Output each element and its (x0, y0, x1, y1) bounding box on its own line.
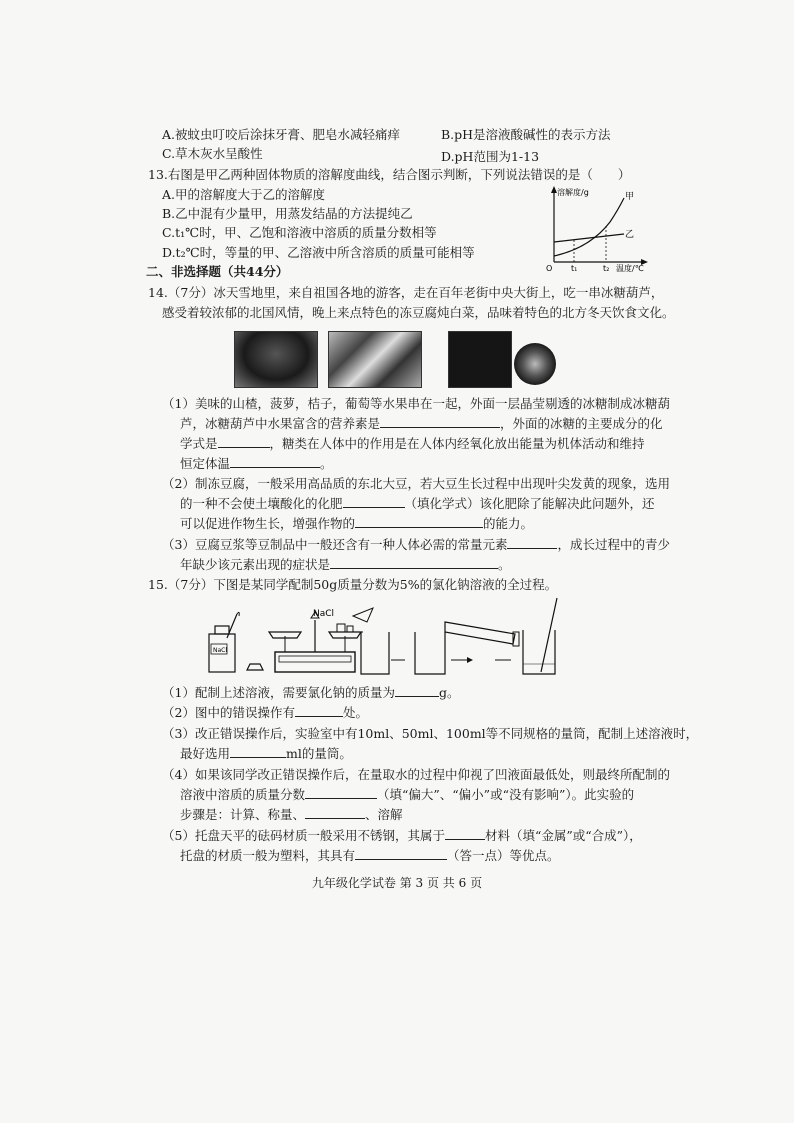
q14-stem-line2: 感受着较浓郁的北国风情，晚上来点特色的冻豆腐炖白菜，品味着特色的北方冬天饮食文化。 (162, 305, 675, 320)
q15-p3-line2-text-b: ml的量筒。 (286, 746, 352, 761)
q14-p1-line3 (180, 435, 645, 453)
q15-p4-line1: （4）如果该同学改正错误操作后，在量取水的过程中仰视了凹液面最低处，则最终所配制的 (162, 767, 670, 782)
q12-option-d: D.pH范围为1-13 (441, 149, 540, 164)
beaker-3 (523, 598, 557, 674)
photo-frozen-tofu (328, 331, 422, 388)
chart-origin: O (546, 264, 553, 273)
q15-blank-mass (395, 684, 439, 697)
q14-p3-line2: 年缺少该元素出现的症状是 。 (180, 557, 511, 572)
q14-p1-line4-text: 恒定体温 (180, 456, 231, 471)
q13-option-d: D.t₂℃时，等量的甲、乙溶液中所含溶质的质量可能相等 (162, 245, 475, 260)
q15-p4-line3 (180, 806, 403, 824)
q14-blank-symptom (330, 556, 498, 569)
q14-p2-line2 (180, 495, 655, 513)
curve-yi (554, 234, 624, 242)
q15-p5-line2-text-a: 托盘的材质一般为塑料，其具有 (180, 848, 356, 863)
q14-blank-nutrient (380, 415, 500, 428)
q14-p1-line3-text-a: 学式是 (180, 436, 218, 451)
page-footer: 九年级化学试卷 第 3 页 共 6 页 (311, 876, 483, 890)
q14-blank-ability (355, 515, 483, 528)
q15-blank-errors (295, 704, 343, 717)
q15-p3-line2-text-a: 最好选用 (180, 746, 231, 761)
q15-p1 (162, 684, 459, 702)
chart-xlabel: 温度/℃ (616, 264, 644, 273)
q15-blank-step (305, 806, 365, 819)
graduated-cylinder (445, 622, 519, 646)
q13-option-a: A.甲的溶解度大于乙的溶解度 (162, 187, 326, 202)
bottle-stopper (247, 664, 263, 670)
photo-tanghulu (234, 331, 318, 388)
curve-jia (554, 198, 624, 256)
q15-p5-line1-text-a: （5）托盘天平的砝码材质一般采用不锈钢，其属于 (162, 828, 445, 843)
q15-p3-line1: （3）改正错误操作后，实验室中有10ml、50ml、100ml等不同规格的量筒，配制上述溶液时， (162, 726, 699, 741)
q14-stem-line1: 14.（7分）冰天雪地里，来自祖国各地的游客，走在百年老街中央大街上，吃一串冰糖葫芦， (148, 285, 664, 300)
q14-p3-line1 (162, 536, 670, 554)
q15-p5-line1 (162, 827, 642, 845)
q14-p2-line3-text-a: 可以促进作物生长，增强作物的 (180, 516, 356, 531)
q14-p2-line2-text-a: 的一种不会使土壤酸化的化肥 (180, 496, 343, 511)
chart-label-yi: 乙 (625, 230, 635, 240)
q15-p4-line2 (180, 786, 634, 804)
q14-p1-line2 (180, 415, 663, 433)
q12-option-a: A.被蚊虫叮咬后涂抹牙膏、肥皂水减轻痛痒 (162, 127, 401, 142)
q15-p4-line2-text-a: 溶液中溶质的质量分数 (180, 787, 306, 802)
photo-round-dish (514, 343, 556, 385)
q15-p1-text-a: （1）配制上述溶液，需要氯化钠的质量为 (162, 685, 395, 700)
q13-stem: 13.右图是甲乙两种固体物质的溶解度曲线，结合图示判断，下列说法错误的是（ ） (148, 167, 631, 182)
q14-p2-line2-text-b: （填化学式）该化肥除了能解决此问题外，还 (404, 496, 655, 511)
q15-p4-line2-text-b: （填“偏大”、“偏小”或“没有影响”）。此实验的 (377, 787, 635, 802)
q15-p4-line3-text-b: 、溶解 (365, 807, 403, 822)
balance (269, 609, 361, 672)
q12-option-b: B.pH是溶液酸碱性的表示方法 (441, 127, 611, 142)
q14-p1-line2-text-a: 芦，冰糖葫芦中水果富含的营养素是 (180, 416, 381, 431)
q15-blank-material (445, 827, 485, 840)
chart-t1: t₁ (571, 264, 578, 273)
q15-p2-text-b: 处。 (342, 705, 368, 720)
q15-p4-line3-text-a: 步骤是：计算、称量、 (180, 807, 306, 822)
q14-p3-line2-text: 年缺少该元素出现的症状是 (180, 557, 331, 572)
chart-label-jia: 甲 (625, 192, 635, 202)
q14-blank-element (507, 536, 557, 549)
q14-p1-line4: 恒定体温 。 (180, 456, 333, 471)
chart-t2: t₂ (603, 264, 610, 273)
q15-blank-advantage (355, 847, 447, 860)
photo-dark-dish (448, 331, 512, 388)
q14-blank-sugar (230, 455, 320, 468)
q14-p3-line1-text-b: ，成长过程中的青少 (557, 537, 670, 552)
q14-p2-line3-text-b: 的能力。 (483, 516, 534, 531)
weighing-paper (353, 608, 373, 622)
beaker-1 (359, 632, 389, 674)
q15-stem: 15.（7分）下图是某同学配制50g质量分数为5%的氯化钠溶液的全过程。 (148, 577, 558, 592)
q15-p1-text-b: g。 (438, 685, 460, 700)
q14-p1-line1: （1）美味的山楂，菠萝，桔子，葡萄等水果串在一起，外面一层晶莹剔透的冰糖制成冰糖葫 (162, 396, 670, 411)
q15-p3-line2 (180, 745, 352, 763)
arrow-head-2 (467, 657, 473, 663)
q14-p3-line1-text-a: （3）豆腐豆浆等豆制品中一般还含有一种人体必需的常量元素 (162, 537, 508, 552)
q12-option-c: C.草木灰水呈酸性 (162, 146, 263, 161)
q15-p5-line2 (180, 847, 560, 865)
q14-p1-line2-text-b: ，外面的冰糖的主要成分的化 (500, 416, 663, 431)
q15-blank-fraction (305, 786, 377, 799)
reagent-bottle (209, 612, 239, 672)
q15-p5-line2-text-b: （答一点）等优点。 (447, 848, 560, 863)
q14-p1-line3-text-b: ，糖类在人体中的作用是在人体内经氧化放出能量为机体活动和维持 (269, 436, 645, 451)
q15-blank-cylinder (230, 745, 286, 758)
q14-p2-line3 (180, 515, 533, 533)
section-heading: 二、非选择题（共44分） (146, 264, 289, 279)
q15-p5-line1-text-b: 材料（填“金属”或“合成”）， (484, 828, 642, 843)
chart-ylabel: 溶解度/g (557, 188, 589, 197)
solution-prep-diagram (205, 594, 567, 682)
svg-text:NaCl: NaCl (213, 647, 228, 654)
q14-blank-formula (218, 435, 270, 448)
beaker-2 (415, 632, 445, 674)
q13-option-b: B.乙中混有少量甲，用蒸发结晶的方法提纯乙 (162, 206, 413, 221)
q13-option-c: C.t₁℃时，甲、乙饱和溶液中溶质的质量分数相等 (162, 225, 437, 240)
q15-p2-text-a: （2）图中的错误操作有 (162, 705, 295, 720)
q15-p2 (162, 704, 368, 722)
q14-p2-line1: （2）制冻豆腐，一般采用高品质的东北大豆，若大豆生长过程中出现叶尖发黄的现象，选用 (162, 476, 670, 491)
solubility-curve-diagram (540, 182, 650, 274)
q14-blank-fertilizer (343, 495, 405, 508)
nacl-label: NaCl (313, 609, 335, 619)
